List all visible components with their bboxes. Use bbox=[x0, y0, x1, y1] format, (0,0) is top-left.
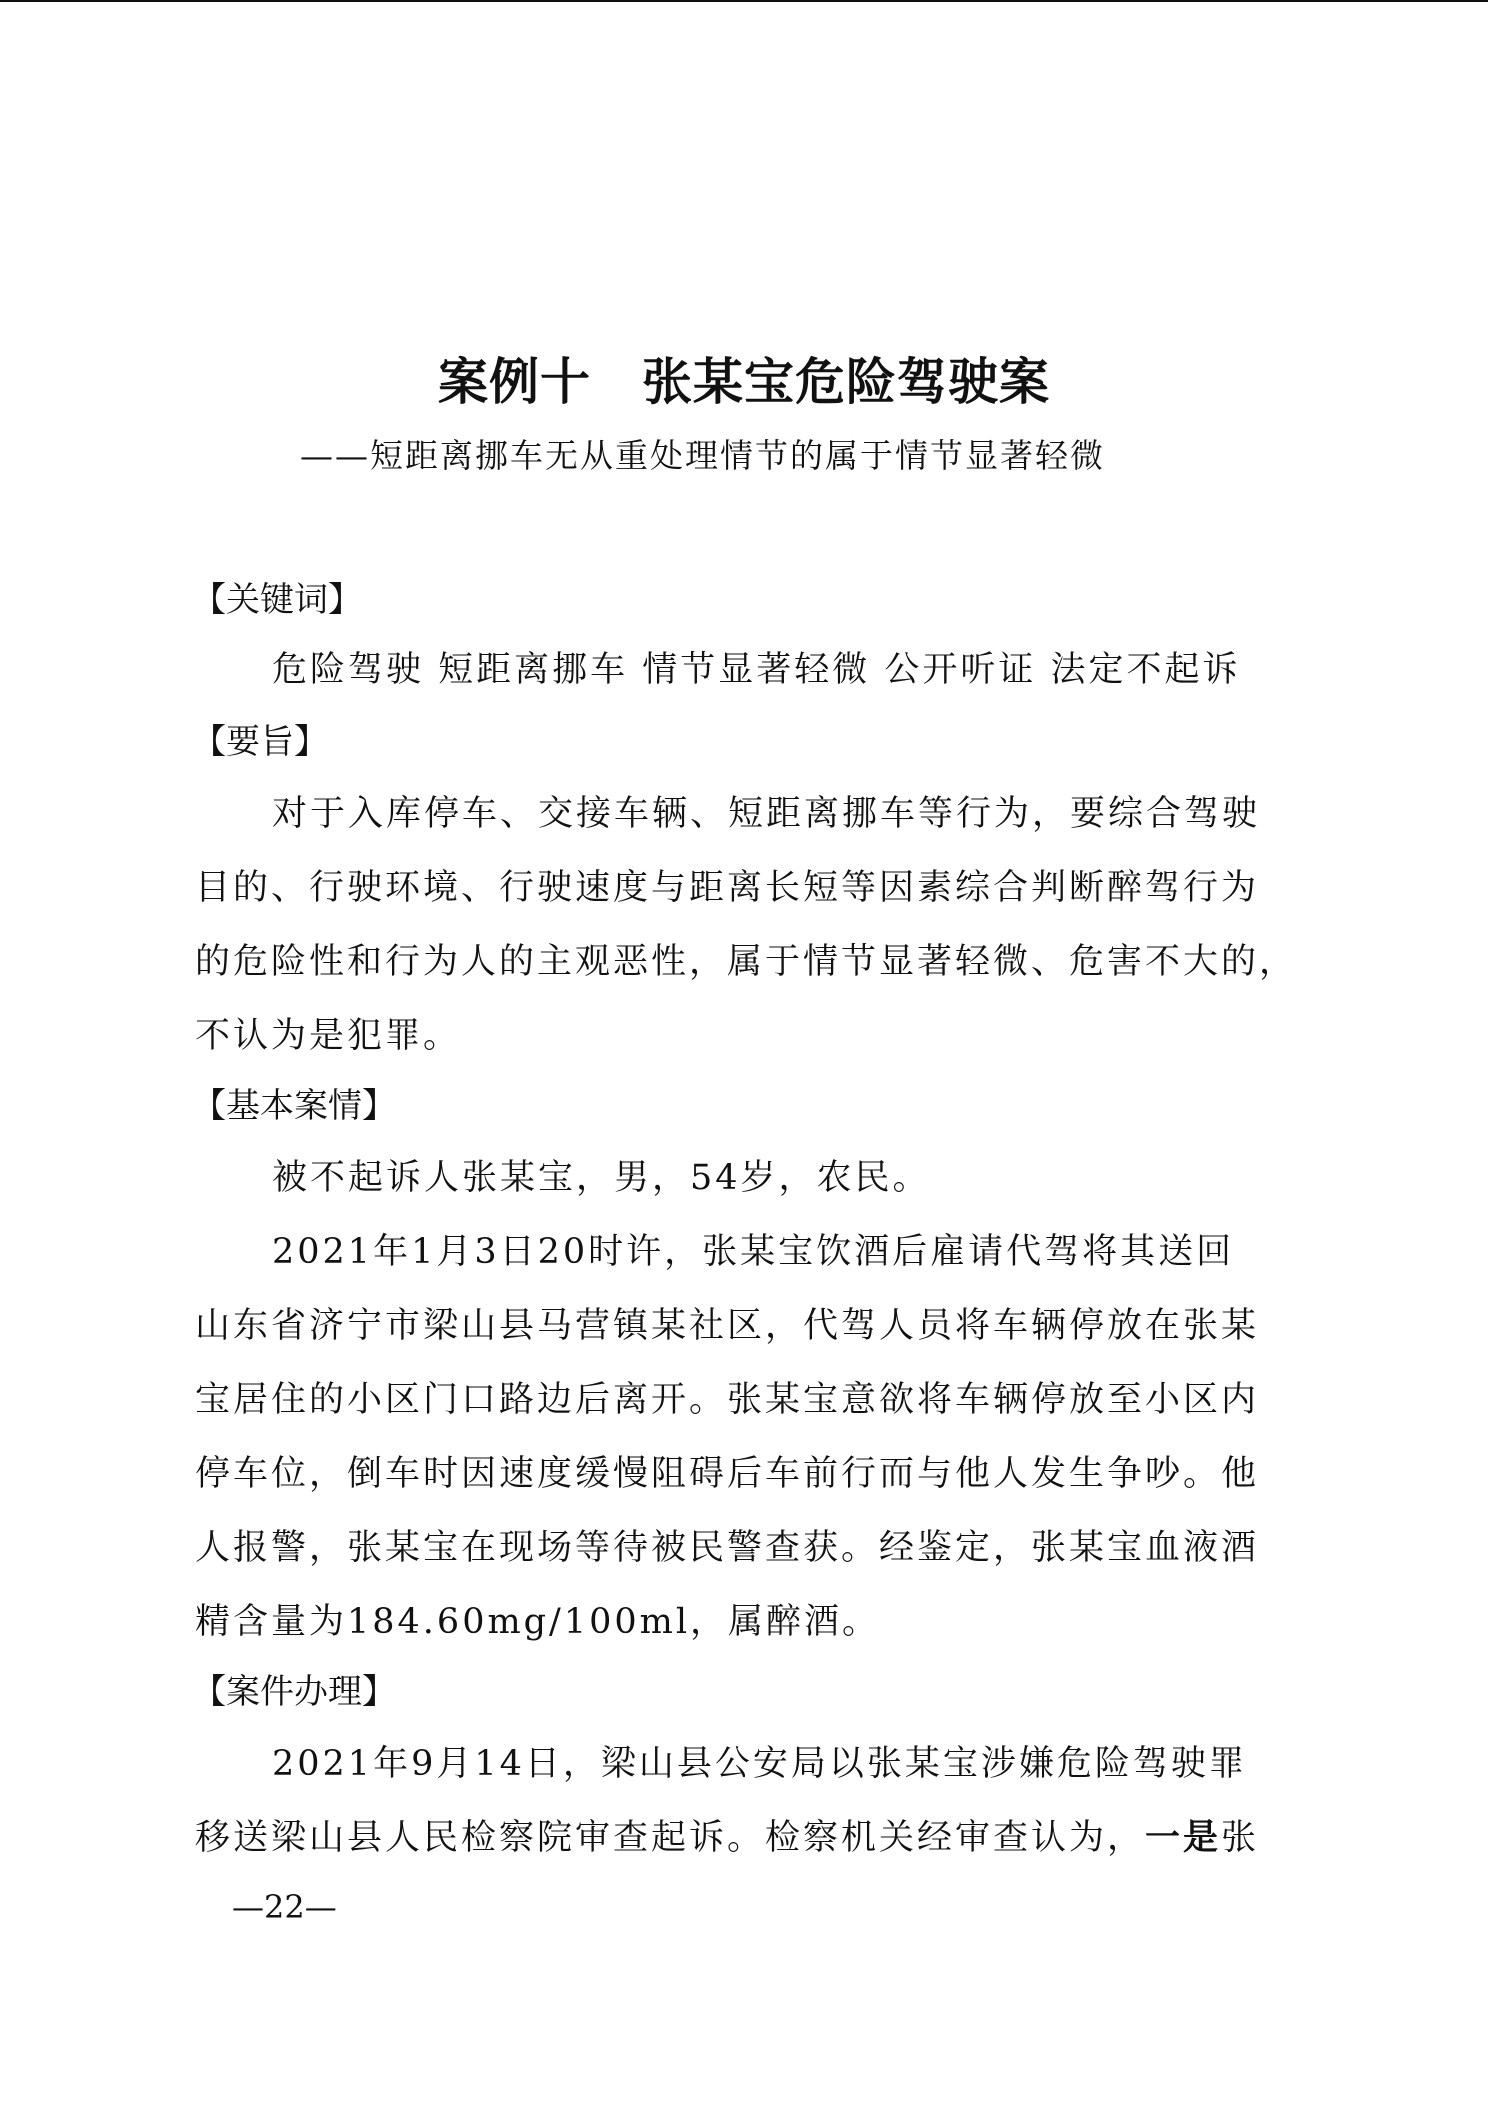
gist-line: 的危险性和行为人的主观恶性，属于情节显著轻微、危害不大的， bbox=[195, 942, 1298, 982]
keywords-heading: 【关键词】 bbox=[192, 580, 362, 620]
facts-line: 2021年1月3日20时许，张某宝饮酒后雇请代驾将其送回 bbox=[272, 1232, 1235, 1272]
handling-heading: 【案件办理】 bbox=[192, 1672, 396, 1712]
facts-line: 停车位，倒车时因速度缓慢阻碍后车前行而与他人发生争吵。他 bbox=[195, 1454, 1260, 1494]
case-title: 案例十 张某宝危险驾驶案 bbox=[438, 353, 1050, 411]
facts-heading: 【基本案情】 bbox=[192, 1086, 396, 1126]
facts-line: 宝居住的小区门口路边后离开。张某宝意欲将车辆停放至小区内 bbox=[195, 1380, 1260, 1420]
gist-heading: 【要旨】 bbox=[192, 722, 328, 762]
facts-line: 被不起诉人张某宝，男，54岁，农民。 bbox=[272, 1158, 931, 1198]
gist-line: 对于入库停车、交接车辆、短距离挪车等行为，要综合驾驶 bbox=[272, 794, 1261, 834]
gist-line: 不认为是犯罪。 bbox=[195, 1016, 462, 1056]
facts-line: 山东省济宁市梁山县马营镇某社区，代驾人员将车辆停放在张某 bbox=[195, 1306, 1260, 1346]
facts-line: 精含量为184.60mg/100ml，属醉酒。 bbox=[195, 1602, 881, 1642]
page-number: —22— bbox=[232, 1888, 337, 1926]
case-subtitle: ——短距离挪车无从重处理情节的属于情节显著轻微 bbox=[300, 436, 1105, 475]
handling-line-text: 移送梁山县人民检察院审查起诉。检察机关经审查认为， bbox=[195, 1818, 1146, 1858]
handling-line-last bbox=[195, 1810, 1259, 1860]
gist-line: 目的、行驶环境、行驶速度与距离长短等因素综合判断醉驾行为 bbox=[195, 868, 1260, 908]
handling-line-tail: 张 bbox=[1221, 1818, 1260, 1858]
handling-line: 2021年9月14日，梁山县公安局以张某宝涉嫌危险驾驶罪 bbox=[272, 1744, 1247, 1784]
facts-line: 人报警，张某宝在现场等待被民警查获。经鉴定，张某宝血液酒 bbox=[195, 1528, 1260, 1568]
keywords-line: 危险驾驶 短距离挪车 情节显著轻微 公开听证 法定不起诉 bbox=[272, 650, 1241, 690]
emphasis-text: 一是 bbox=[1145, 1818, 1222, 1858]
